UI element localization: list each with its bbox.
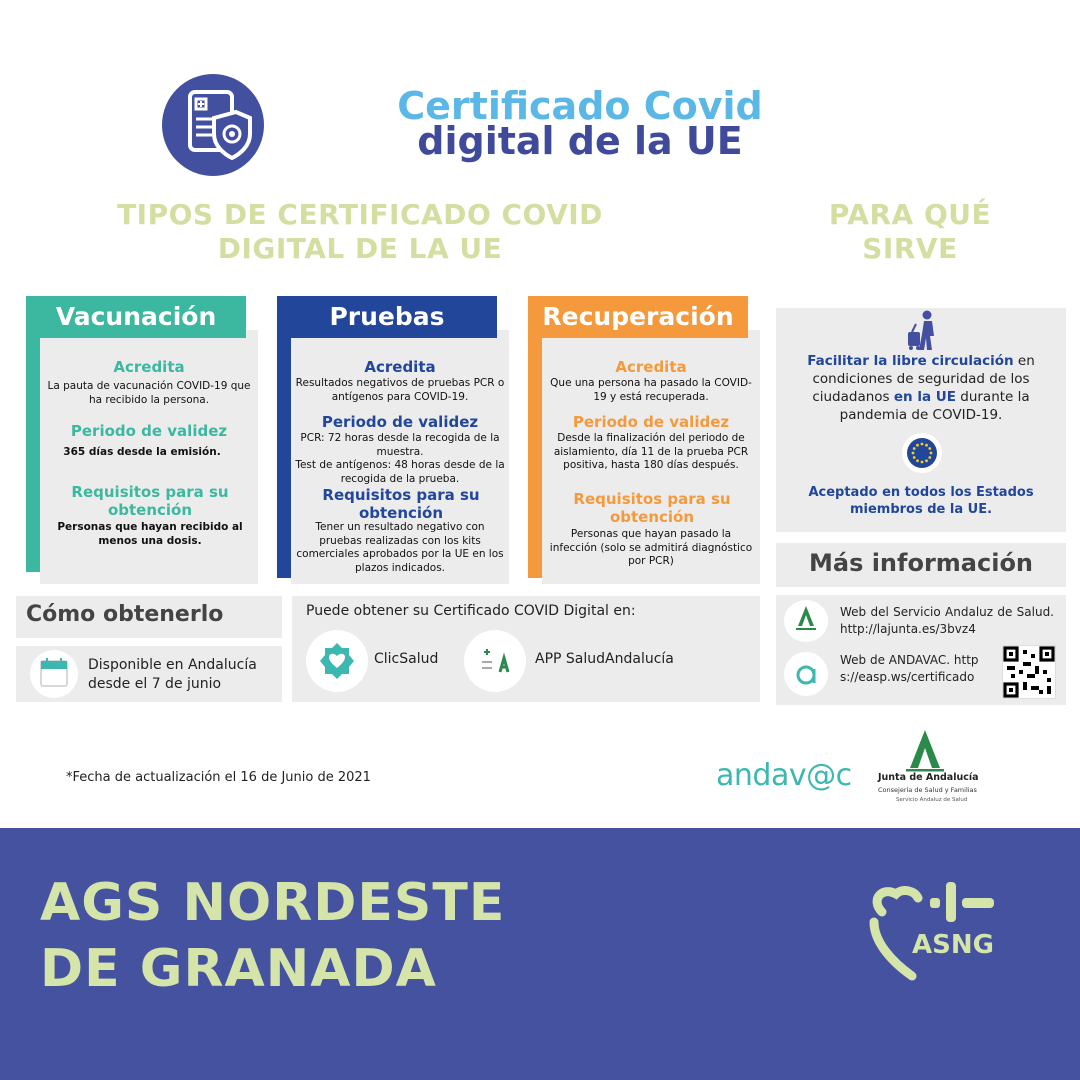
footer-title: [40, 870, 505, 1002]
obtener-heading: Puede obtener su Certificado COVID Digital en:: [306, 603, 636, 619]
junta-logo-text: Junta de Andalucía: [878, 772, 979, 783]
vacunacion-requisitos-label: Requisitos para su obtención: [71, 483, 229, 519]
como-available-text: [88, 656, 257, 694]
como-available-line2: desde el 7 de junio: [88, 676, 222, 692]
pruebas-periodo-label: Periodo de validez: [321, 413, 479, 431]
saludandalucia-icon[interactable]: [464, 630, 526, 692]
andavac-logo: andav@c: [716, 758, 852, 793]
andavac-link-text[interactable]: Web de ANDAVAC. https://easp.ws/certificado: [840, 653, 979, 684]
como-title: Cómo obtenerlo: [26, 602, 224, 627]
vacunacion-periodo-label: Periodo de validez: [70, 422, 228, 440]
junta-logo-sub: Consejería de Salud y Familias: [878, 786, 977, 794]
calendar-icon: [30, 650, 78, 698]
purpose-highlight2: en la UE: [893, 389, 956, 405]
pruebas-requisitos-text: Tener un resultado negativo con pruebas realizadas con los kits comerciales aprobados por la UE en los plazos indicados.: [296, 521, 504, 574]
footer-line2: DE GRANADA: [40, 939, 437, 999]
saludandalucia-label[interactable]: APP SaludAndalucía: [535, 651, 674, 667]
recuperacion-acredita-label: Acredita: [615, 358, 687, 376]
pruebas-acredita-label: Acredita: [364, 358, 436, 376]
pruebas-requisitos-label: Requisitos para su obtención: [322, 486, 480, 522]
vacunacion-requisitos-text: Personas que hayan recibido al menos una dosis.: [57, 521, 243, 547]
asng-logo-text: ASNG: [912, 930, 994, 960]
pruebas-title: Pruebas: [277, 296, 497, 338]
pruebas-acredita-text: Resultados negativos de pruebas PCR o antígenos para COVID-19.: [295, 377, 505, 403]
update-date: *Fecha de actualización el 16 de Junio de 2021: [66, 770, 371, 785]
certificate-icon: [162, 74, 264, 176]
clicsalud-icon[interactable]: [306, 630, 368, 692]
como-available-line1: Disponible en Andalucía: [88, 657, 257, 673]
footer-line1: AGS NORDESTE: [40, 873, 506, 933]
purpose-heading: [790, 198, 1030, 266]
recuperacion-title: Recuperación: [528, 296, 748, 338]
purpose-text-b: durante la pandemia de COVID-19.: [839, 389, 1030, 423]
vacunacion-title: Vacunación: [26, 296, 246, 338]
vacunacion-acredita-label: Acredita: [113, 358, 185, 376]
recuperacion-requisitos-text: Personas que hayan pasado la infección (solo se admitirá diagnóstico por PCR): [549, 528, 753, 567]
junta-logo-icon: [900, 728, 950, 776]
accepted-text: Aceptado en todos los Estados miembros de la UE.: [808, 485, 1034, 517]
purpose-heading-line2: SIRVE: [862, 232, 958, 265]
recuperacion-requisitos-label: Requisitos para su obtención: [573, 490, 731, 526]
recuperacion-periodo-text: Desde la finalización del periodo de aislamiento, día 11 de la prueba PCR positiva, hasta 180 días después.: [553, 432, 749, 471]
purpose-highlight: Facilitar la libre circulación: [807, 353, 1014, 369]
purpose-heading-line1: PARA QUÉ: [828, 198, 992, 231]
purpose-text: [790, 352, 1052, 424]
page-title-line2: digital de la UE: [417, 119, 743, 163]
mas-info-title: Más información: [808, 549, 1034, 577]
sas-link-text[interactable]: Web del Servicio Andaluz de Salud. http://lajunta.es/3bvz4: [840, 605, 1054, 636]
vacunacion-periodo-text: 365 días desde la emisión.: [63, 446, 221, 458]
types-heading-line1: TIPOS DE CERTIFICADO COVID: [117, 198, 603, 231]
traveler-icon: [902, 310, 942, 356]
clicsalud-label[interactable]: ClicSalud: [374, 651, 439, 667]
pruebas-periodo-text2: Test de antígenos: 48 horas desde de la recogida de la prueba.: [295, 459, 505, 485]
types-heading: [100, 198, 620, 266]
sas-logo: [784, 600, 828, 642]
types-heading-line2: DIGITAL DE LA UE: [217, 232, 503, 265]
eu-flag-icon: [901, 432, 943, 478]
pruebas-periodo-text1: PCR: 72 horas desde la recogida de la muestra.: [300, 432, 500, 458]
page-title-line1: Certificado Covid: [397, 84, 763, 128]
purpose-text-a: en condiciones de seguridad de los ciudadanos: [812, 353, 1035, 405]
recuperacion-periodo-label: Periodo de validez: [572, 413, 730, 431]
qr-code[interactable]: [1002, 645, 1056, 699]
junta-logo-sub2: Servicio Andaluz de Salud: [896, 797, 968, 803]
vacunacion-acredita-text: La pauta de vacunación COVID-19 que ha recibido la persona.: [47, 380, 251, 406]
andavac-logo-small: [784, 652, 828, 696]
recuperacion-acredita-text: Que una persona ha pasado la COVID-19 y está recuperada.: [550, 377, 752, 403]
